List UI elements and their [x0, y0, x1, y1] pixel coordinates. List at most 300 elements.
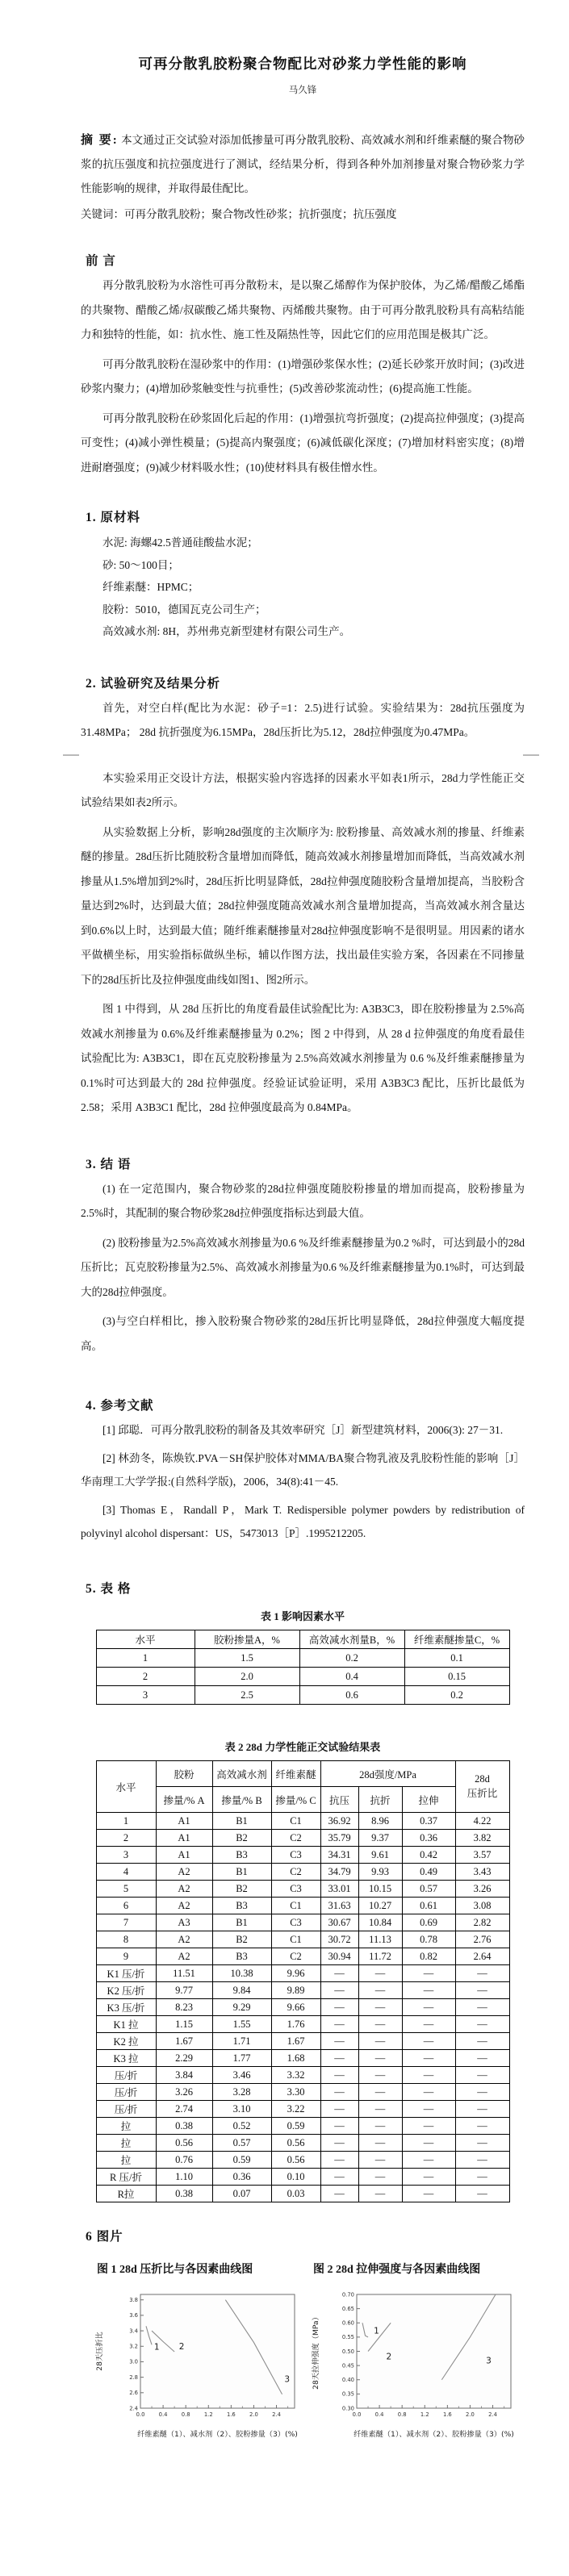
table2-header-cell: 高效减水剂	[212, 1761, 271, 1787]
table2-cell: —	[402, 2186, 455, 2202]
series-label-2: 2	[178, 2342, 185, 2353]
conclusion-item-1: (1) 在一定范围内，聚合物砂浆的28d拉伸强度随胶粉掺量的增加而提高，胶粉掺量为2.5%时，其配制的聚合物砂浆28d拉伸强度指标达到最大值。	[81, 1182, 525, 1219]
table2-cell: —	[455, 2152, 509, 2169]
table2-cell: —	[455, 2084, 509, 2101]
materials-list	[81, 532, 525, 643]
chart-svg	[90, 2288, 313, 2443]
x-tick-label: 0.4	[374, 2411, 384, 2418]
series-label-1: 1	[153, 2342, 160, 2353]
table2-header-cell: 28d强度/MPa	[320, 1761, 455, 1787]
table2-cell: 3.30	[271, 2084, 320, 2101]
x-tick-label: 1.2	[420, 2411, 429, 2418]
x-tick-label: 0.4	[158, 2411, 168, 2418]
table2-header-cell: 掺量/% A	[156, 1787, 212, 1813]
x-tick-label: 0.8	[181, 2411, 190, 2418]
table2-cell: 0.36	[212, 2169, 271, 2186]
table2-cell: 3.26	[455, 1881, 509, 1898]
reference-item-1: [1] 邱聪．可再分散乳胶粉的制备及其效率研究［J］新型建筑材料，2006(3): 27－31.	[103, 1424, 504, 1436]
series-label-2: 2	[386, 2352, 392, 2362]
table2-cell: —	[402, 2050, 455, 2067]
y-tick-label: 0.60	[341, 2319, 354, 2327]
table2-cell: 3.10	[212, 2101, 271, 2118]
table2-cell: 0.03	[271, 2186, 320, 2202]
table2-cell: 3.22	[271, 2101, 320, 2118]
table2-cell: 1.76	[271, 2016, 320, 2033]
table2-row-1	[96, 1813, 509, 1830]
table2-row-6	[96, 1898, 509, 1914]
table2-cell: 10.15	[358, 1881, 402, 1898]
table2-cell: 9	[96, 1948, 156, 1965]
table2-header-cell: 抗压	[320, 1787, 358, 1813]
table2-cell: 9.84	[212, 1982, 271, 1999]
intro-paragraphs	[81, 273, 525, 480]
table2-cell: 0.42	[402, 1847, 455, 1864]
table2-cell: 33.01	[320, 1881, 358, 1898]
conclusion-paragraphs	[81, 1177, 525, 1359]
table2-cell: 1.77	[212, 2050, 271, 2067]
y-tick-label: 2.6	[129, 2390, 138, 2397]
table2-cell: —	[455, 2016, 509, 2033]
table1-cell: 1	[96, 1649, 195, 1668]
table2-cell: —	[402, 1982, 455, 1999]
table2-cell: —	[455, 1965, 509, 1982]
table2-cell: 3.32	[271, 2067, 320, 2084]
table2-cell: 9.77	[156, 1982, 212, 1999]
table2-cell: 10.27	[358, 1898, 402, 1914]
experiment-paragraphs	[81, 766, 525, 1121]
table1-cell: 1.5	[195, 1649, 299, 1668]
table2-cell: 0.76	[156, 2152, 212, 2169]
table2-cell: B1	[212, 1813, 271, 1830]
y-tick-label: 0.40	[341, 2377, 354, 2384]
table2-cell: K1 压/折	[96, 1965, 156, 1982]
table2-cell: 30.94	[320, 1948, 358, 1965]
table2-cell: 1.71	[212, 2033, 271, 2050]
table2-cell: C2	[271, 1948, 320, 1965]
table2-cell: C3	[271, 1847, 320, 1864]
y-tick-label: 0.45	[341, 2362, 354, 2369]
table2-cell: 3.28	[212, 2084, 271, 2101]
table2-cell: 9.66	[271, 1999, 320, 2016]
table2-cell: 0.10	[271, 2169, 320, 2186]
table2-cell: —	[455, 2101, 509, 2118]
table2-cell: C2	[271, 1830, 320, 1847]
table2-row-11	[96, 1982, 509, 1999]
table2-cell: R拉	[96, 2186, 156, 2202]
table2-cell: 0.82	[402, 1948, 455, 1965]
table1-row-3	[96, 1686, 509, 1705]
table2-cell: 0.38	[156, 2118, 212, 2135]
y-tick-label: 3.2	[129, 2343, 138, 2350]
table2-cell: —	[455, 2118, 509, 2135]
x-tick-label: 1.6	[442, 2411, 452, 2418]
table2-cell: 7	[96, 1914, 156, 1931]
table1-cell: 0.2	[299, 1649, 404, 1668]
table2-cell: —	[320, 2169, 358, 2186]
table2-cell: —	[455, 2169, 509, 2186]
table2-cell: 3.46	[212, 2067, 271, 2084]
material-item-1: 水泥: 海螺42.5普通硅酸盐水泥；	[103, 536, 258, 549]
table2-cell: 压/折	[96, 2084, 156, 2101]
figures-row	[97, 2261, 525, 2447]
table2-cell: 0.78	[402, 1931, 455, 1948]
table1-header-1: 胶粉掺量A，%	[195, 1630, 299, 1649]
table2-cell: 2.82	[455, 1914, 509, 1931]
material-item-3: 纤维素醚：HPMC；	[103, 581, 199, 593]
table2-cell: 11.51	[156, 1965, 212, 1982]
table2-cell: —	[320, 2152, 358, 2169]
x-tick-label: 2.4	[272, 2411, 281, 2418]
figure2-chart	[307, 2288, 529, 2447]
table2-cell: —	[455, 2067, 509, 2084]
table2-cell: 拉	[96, 2135, 156, 2152]
experiment-paragraph-1: 首先，对空白样(配比为水泥：砂子=1：2.5)进行试验。实验结果为：28d抗压强度为31.48MPa； 28d 抗折强度为6.15MPa，28d压折比为5.12，28d拉伸强度为0.47MPa。	[81, 701, 525, 738]
table2-row-19	[96, 2118, 509, 2135]
table2-row-23	[96, 2186, 509, 2202]
x-tick-label: 0.8	[397, 2411, 407, 2418]
intro-paragraph-1: 再分散乳胶粉为水溶性可再分散粉末，是以聚乙烯醇作为保护胶体，为乙烯/醋酸乙烯酯的共聚物、醋酸乙烯/叔碳酸乙烯共聚物、丙烯酸共聚物。由于可再分散乳胶粉具有高粘结能力和独特的性能，如：抗水性、施工性及隔热性等，因此它们的应用范围是极其广泛。	[81, 279, 525, 340]
table2-cell: 0.52	[212, 2118, 271, 2135]
table2-cell: 拉	[96, 2152, 156, 2169]
table2-cell: —	[402, 1999, 455, 2016]
table2-row-2	[96, 1830, 509, 1847]
table2-cell: —	[402, 1965, 455, 1982]
table1-cell: 0.4	[299, 1668, 404, 1686]
table2-cell: —	[455, 2033, 509, 2050]
table2-cell: 9.89	[271, 1982, 320, 1999]
bottom-whitespace	[81, 2447, 525, 2544]
table2-header-cell: 水平	[96, 1761, 156, 1813]
table2-cell: —	[358, 2186, 402, 2202]
table2-cell: 9.61	[358, 1847, 402, 1864]
page-break-marker	[81, 749, 525, 762]
table1-cell: 0.2	[404, 1686, 509, 1705]
table2-cell: 2	[96, 1830, 156, 1847]
abstract-text: 本文通过正交试验对添加低掺量可再分散乳胶粉、高效减水剂和纤维素醚的聚合物砂浆的抗压强度和抗拉强度进行了测试，经结果分析，得到各种外加剂掺量对聚合物砂浆力学性能影响的规律，并取得最佳配比。	[81, 134, 525, 194]
table2-cell: B1	[212, 1914, 271, 1931]
table2-cell: 压/折	[96, 2067, 156, 2084]
table1-cell: 3	[96, 1686, 195, 1705]
table2-cell: B2	[212, 1830, 271, 1847]
keywords-line: 关键词：可再分散乳胶粉；聚合物改性砂浆；抗折强度；抗压强度	[81, 208, 397, 220]
x-tick-label: 1.6	[226, 2411, 236, 2418]
table2-cell: 3	[96, 1847, 156, 1864]
y-tick-label: 0.35	[341, 2390, 354, 2398]
table2-cell: 31.63	[320, 1898, 358, 1914]
table2-cell: 1	[96, 1813, 156, 1830]
table2-cell: —	[320, 1982, 358, 1999]
heading-materials: 1. 原材料	[86, 511, 141, 524]
table2-cell: —	[320, 1999, 358, 2016]
table2-cell: K1 拉	[96, 2016, 156, 2033]
table2-header-cell: 28d 压折比	[455, 1761, 509, 1813]
y-tick-label: 0.65	[341, 2305, 354, 2312]
table2-header-cell: 拉伸	[402, 1787, 455, 1813]
table2-cell: 3.08	[455, 1898, 509, 1914]
table2-cell: C1	[271, 1898, 320, 1914]
table2-cell: —	[358, 2135, 402, 2152]
page-title: 可再分散乳胶粉聚合物配比对砂浆力学性能的影响	[138, 56, 467, 72]
table2-cell: 8	[96, 1931, 156, 1948]
y-tick-label: 2.8	[129, 2374, 138, 2381]
x-tick-label: 0.0	[352, 2411, 362, 2418]
reference-item-2: [2] 林劲冬，陈焕钦.PVA－SH保护胶体对MMA/BA聚合物乳液及乳胶粉性能的影响［J］华南理工大学学报:(自然科学版)，2006，34(8):41－45.	[81, 1452, 525, 1488]
x-tick-label: 0.0	[136, 2411, 145, 2418]
table2-cell: —	[358, 2016, 402, 2033]
table1-cell: 0.6	[299, 1686, 404, 1705]
x-axis-label: 纤维素醚（1）、减水剂（2）、胶粉掺量（3）(%)	[354, 2430, 514, 2439]
table1-cell: 2.5	[195, 1686, 299, 1705]
table2-row-7	[96, 1914, 509, 1931]
table2-cell: —	[358, 1999, 402, 2016]
table2-cell: 1.55	[212, 2016, 271, 2033]
heading-experiment: 2. 试验研究及结果分析	[86, 676, 221, 691]
material-item-2: 砂: 50～100目；	[103, 558, 179, 571]
table2-cell: —	[320, 2135, 358, 2152]
y-tick-label: 0.70	[341, 2291, 354, 2298]
table2-cell: —	[358, 2050, 402, 2067]
table2-cell: —	[402, 2101, 455, 2118]
table2-cell: C1	[271, 1813, 320, 1830]
table2-cell: —	[358, 2118, 402, 2135]
table2-cell: 11.72	[358, 1948, 402, 1965]
table2-cell: A2	[156, 1898, 212, 1914]
table2-cell: 30.67	[320, 1914, 358, 1931]
figure1-caption: 图 1 28d 压折比与各因素曲线图	[97, 2264, 253, 2276]
y-tick-label: 3.6	[129, 2312, 138, 2319]
table2-cell: —	[320, 2050, 358, 2067]
y-tick-label: 3.0	[129, 2358, 138, 2365]
table2-cell: 0.37	[402, 1813, 455, 1830]
conclusion-item-3: (3)与空白样相比，掺入胶粉聚合物砂浆的28d压折比明显降低，28d拉伸强度大幅度提高。	[81, 1315, 525, 1352]
table2-cell: B2	[212, 1881, 271, 1898]
table2-cell: C3	[271, 1914, 320, 1931]
table2-cell: 1.68	[271, 2050, 320, 2067]
table2-cell: 1.67	[271, 2033, 320, 2050]
table2-cell: 0.69	[402, 1914, 455, 1931]
table2-row-18	[96, 2101, 509, 2118]
figure2-caption: 图 2 28d 拉伸强度与各因素曲线图	[313, 2264, 481, 2276]
table2-cell: 0.49	[402, 1864, 455, 1881]
table2-cell: 2.76	[455, 1931, 509, 1948]
table2-cell: 34.31	[320, 1847, 358, 1864]
table2-cell: 34.79	[320, 1864, 358, 1881]
table2-cell: K3 拉	[96, 2050, 156, 2067]
table1-cell: 2.0	[195, 1668, 299, 1686]
table2-cell: —	[320, 2033, 358, 2050]
material-item-4: 胶粉：5010，德国瓦克公司生产；	[103, 603, 266, 616]
table1-row-1	[96, 1649, 509, 1668]
series-label-3: 3	[284, 2374, 291, 2385]
series-label-1: 1	[374, 2326, 379, 2336]
table2-header-cell: 抗折	[358, 1787, 402, 1813]
table2-cell: K2 拉	[96, 2033, 156, 2050]
table2-header-row-1	[96, 1761, 509, 1787]
table2-cell: 0.59	[271, 2118, 320, 2135]
table2-cell: 0.38	[156, 2186, 212, 2202]
table1-header-3: 纤维素醚掺量C，%	[404, 1630, 509, 1649]
plot-border	[140, 2294, 295, 2408]
table2-header-cell: 掺量/% C	[271, 1787, 320, 1813]
table2-cell: 3.26	[156, 2084, 212, 2101]
intro-paragraph-2: 可再分散乳胶粉在湿砂浆中的作用：(1)增强砂浆保水性；(2)延长砂浆开放时间；(3)改进砂浆内聚力；(4)增加砂浆触变性与抗垂性；(5)改善砂浆流动性；(6)提高施工性能。	[81, 357, 525, 395]
table2-cell: —	[455, 1982, 509, 1999]
figure1-chart	[90, 2288, 313, 2447]
table2-cell: 0.36	[402, 1830, 455, 1847]
x-tick-label: 2.4	[488, 2411, 497, 2418]
table2-cell: —	[358, 2152, 402, 2169]
table2-cell: 10.84	[358, 1914, 402, 1931]
table1-header-row	[96, 1630, 509, 1649]
table2-cell: K2 压/折	[96, 1982, 156, 1999]
table2-cell: —	[320, 2118, 358, 2135]
table2-cell: A1	[156, 1830, 212, 1847]
table2-cell: —	[402, 2152, 455, 2169]
table2-cell: —	[402, 2169, 455, 2186]
table2-cell: 10.38	[212, 1965, 271, 1982]
table2-row-10	[96, 1965, 509, 1982]
experiment-paragraph-after-2: 从实验数据上分析，影响28d强度的主次顺序为: 胶粉掺量、高效减水剂的掺量、纤维素醚的掺量。28d压折比随胶粉含量增加而降低，随高效减水剂掺量增加而降低，当高效减水剂掺量从1.5%增加到2%时，28d压折比明显降低，28d拉伸强度随胶粉含量增加提高，当胶粉含量达到2%时，达到最大值；28d拉伸强度随高效减水剂含量增加提高，当高效减水剂含量达到0.6%以上时，达到最大值；随纤维素醚掺量对28d拉伸强度影响不是很明显。用因素的诸水平做横坐标，用实验指标做纵坐标，辅以作图方法，找出最佳实验方案，各因素在不同掺量下的28d压折比及拉伸强度曲线如图1、图2所示。	[81, 825, 525, 986]
table1-cell: 2	[96, 1668, 195, 1686]
table2-cell: —	[455, 2186, 509, 2202]
material-item-5: 高效减水剂: 8H，苏州弗克新型建材有限公司生产。	[103, 625, 351, 637]
table2-cell: 4	[96, 1864, 156, 1881]
table1-cell: 0.15	[404, 1668, 509, 1686]
table2-cell: —	[402, 2016, 455, 2033]
table2-cell: —	[320, 2101, 358, 2118]
table2-cell: R 压/折	[96, 2169, 156, 2186]
table2-row-22	[96, 2169, 509, 2186]
table2-cell: —	[358, 2067, 402, 2084]
table2-row-9	[96, 1948, 509, 1965]
table2-row-17	[96, 2084, 509, 2101]
experiment-paragraphs-p1	[81, 696, 525, 745]
table2-cell: 9.29	[212, 1999, 271, 2016]
references-list	[81, 1418, 525, 1545]
table2-row-14	[96, 2033, 509, 2050]
table2-caption: 表 2 28d 力学性能正交试验结果表	[224, 1741, 381, 1753]
table2-cell: —	[320, 1965, 358, 1982]
table2-cell: 3.82	[455, 1830, 509, 1847]
heading-references: 4. 参考文献	[86, 1399, 154, 1413]
table2-cell: —	[358, 2169, 402, 2186]
table2-cell: 2.64	[455, 1948, 509, 1965]
table2-cell: —	[358, 2033, 402, 2050]
y-axis-label: 28天压折比	[95, 2332, 104, 2371]
table2-cell: —	[320, 2186, 358, 2202]
table2-cell: —	[320, 2016, 358, 2033]
y-tick-label: 3.4	[129, 2328, 138, 2335]
table2-cell: 3.57	[455, 1847, 509, 1864]
table2-cell: —	[358, 1965, 402, 1982]
table2-cell: 0.56	[156, 2135, 212, 2152]
table2-cell: A1	[156, 1813, 212, 1830]
table2-cell: 1.67	[156, 2033, 212, 2050]
x-tick-label: 2.0	[249, 2411, 258, 2418]
y-tick-label: 0.50	[341, 2348, 354, 2355]
table1-header-0: 水平	[96, 1630, 195, 1649]
figure2-block	[313, 2261, 529, 2447]
table2-cell: —	[358, 2101, 402, 2118]
table2-cell: —	[455, 2050, 509, 2067]
x-tick-label: 1.2	[203, 2411, 213, 2418]
table2-cell: 0.57	[212, 2135, 271, 2152]
table2-cell: 3.84	[156, 2067, 212, 2084]
table2-cell: A2	[156, 1931, 212, 1948]
series-label-3: 3	[486, 2356, 492, 2366]
table2-cell: —	[455, 2135, 509, 2152]
table2-cell: C2	[271, 1864, 320, 1881]
table2-cell: 1.10	[156, 2169, 212, 2186]
table2-row-15	[96, 2050, 509, 2067]
table2-cell: K3 压/折	[96, 1999, 156, 2016]
table2-row-8	[96, 1931, 509, 1948]
x-axis-label: 纤维素醚（1）、减水剂（2）、胶粉掺量（3）(%)	[137, 2430, 298, 2439]
heading-conclusion: 3. 结 语	[86, 1157, 132, 1171]
table1-row-2	[96, 1668, 509, 1686]
table2-cell: —	[358, 2084, 402, 2101]
table2-cell: B3	[212, 1948, 271, 1965]
table2-cell: —	[455, 1999, 509, 2016]
table2-header-cell: 掺量/% B	[212, 1787, 271, 1813]
table2-cell: 30.72	[320, 1931, 358, 1948]
table2-cell: 11.13	[358, 1931, 402, 1948]
table2-cell: A2	[156, 1881, 212, 1898]
table2-cell: —	[402, 2033, 455, 2050]
table2-header-cell: 纤维素醚	[271, 1761, 320, 1787]
plot-border	[357, 2294, 511, 2408]
table2-header-row-2	[96, 1787, 509, 1813]
table2-cell: 0.57	[402, 1881, 455, 1898]
table2-header-cell: 胶粉	[156, 1761, 212, 1787]
abstract-paragraph	[81, 128, 525, 201]
y-tick-label: 0.55	[341, 2334, 354, 2341]
table2-cell: B3	[212, 1898, 271, 1914]
heading-figures: 6 图片	[86, 2230, 123, 2244]
table2-cell: 36.92	[320, 1813, 358, 1830]
table2-cell: A2	[156, 1864, 212, 1881]
table2-row-16	[96, 2067, 509, 2084]
table2-cell: 9.37	[358, 1830, 402, 1847]
intro-paragraph-3: 可再分散乳胶粉在砂浆固化后起的作用：(1)增强抗弯折强度；(2)提高拉伸强度；(3)提高可变性；(4)减小弹性模量；(5)提高内聚强度；(6)减低碳化深度；(7)增加材料密实度；(8)增进耐磨强度；(9)减少材料吸水性；(10)使材料具有极佳憎水性。	[81, 411, 525, 474]
table2-row-20	[96, 2135, 509, 2152]
table2-cell: —	[358, 1982, 402, 1999]
reference-item-3: [3] Thomas E，Randall P，Mark T. Redispersible polymer powders by redistribution of polyvinyl alcohol dispersant：US，5473013［P］.1995212205.	[81, 1504, 525, 1539]
page-break-dash-left	[63, 754, 79, 756]
factor-levels-table	[96, 1630, 510, 1705]
table2-cell: A2	[156, 1948, 212, 1965]
table2-cell: B1	[212, 1864, 271, 1881]
table2-cell: 3.43	[455, 1864, 509, 1881]
table2-row-21	[96, 2152, 509, 2169]
table2-row-13	[96, 2016, 509, 2033]
heading-intro: 前 言	[86, 254, 116, 268]
table2-cell: C3	[271, 1881, 320, 1898]
table1-header-2: 高效减水剂量B，%	[299, 1630, 404, 1649]
orthogonal-results-table	[96, 1760, 510, 2202]
table2-cell: 9.96	[271, 1965, 320, 1982]
table2-cell: —	[402, 2084, 455, 2101]
table2-cell: —	[402, 2118, 455, 2135]
y-tick-label: 3.8	[129, 2297, 138, 2304]
table2-cell: 0.59	[212, 2152, 271, 2169]
y-tick-label: 0.30	[341, 2405, 354, 2412]
table2-cell: 0.61	[402, 1898, 455, 1914]
table2-cell: —	[402, 2067, 455, 2084]
table2-row-5	[96, 1881, 509, 1898]
table1-caption: 表 1 影响因素水平	[260, 1610, 345, 1622]
table2-cell: 0.56	[271, 2135, 320, 2152]
